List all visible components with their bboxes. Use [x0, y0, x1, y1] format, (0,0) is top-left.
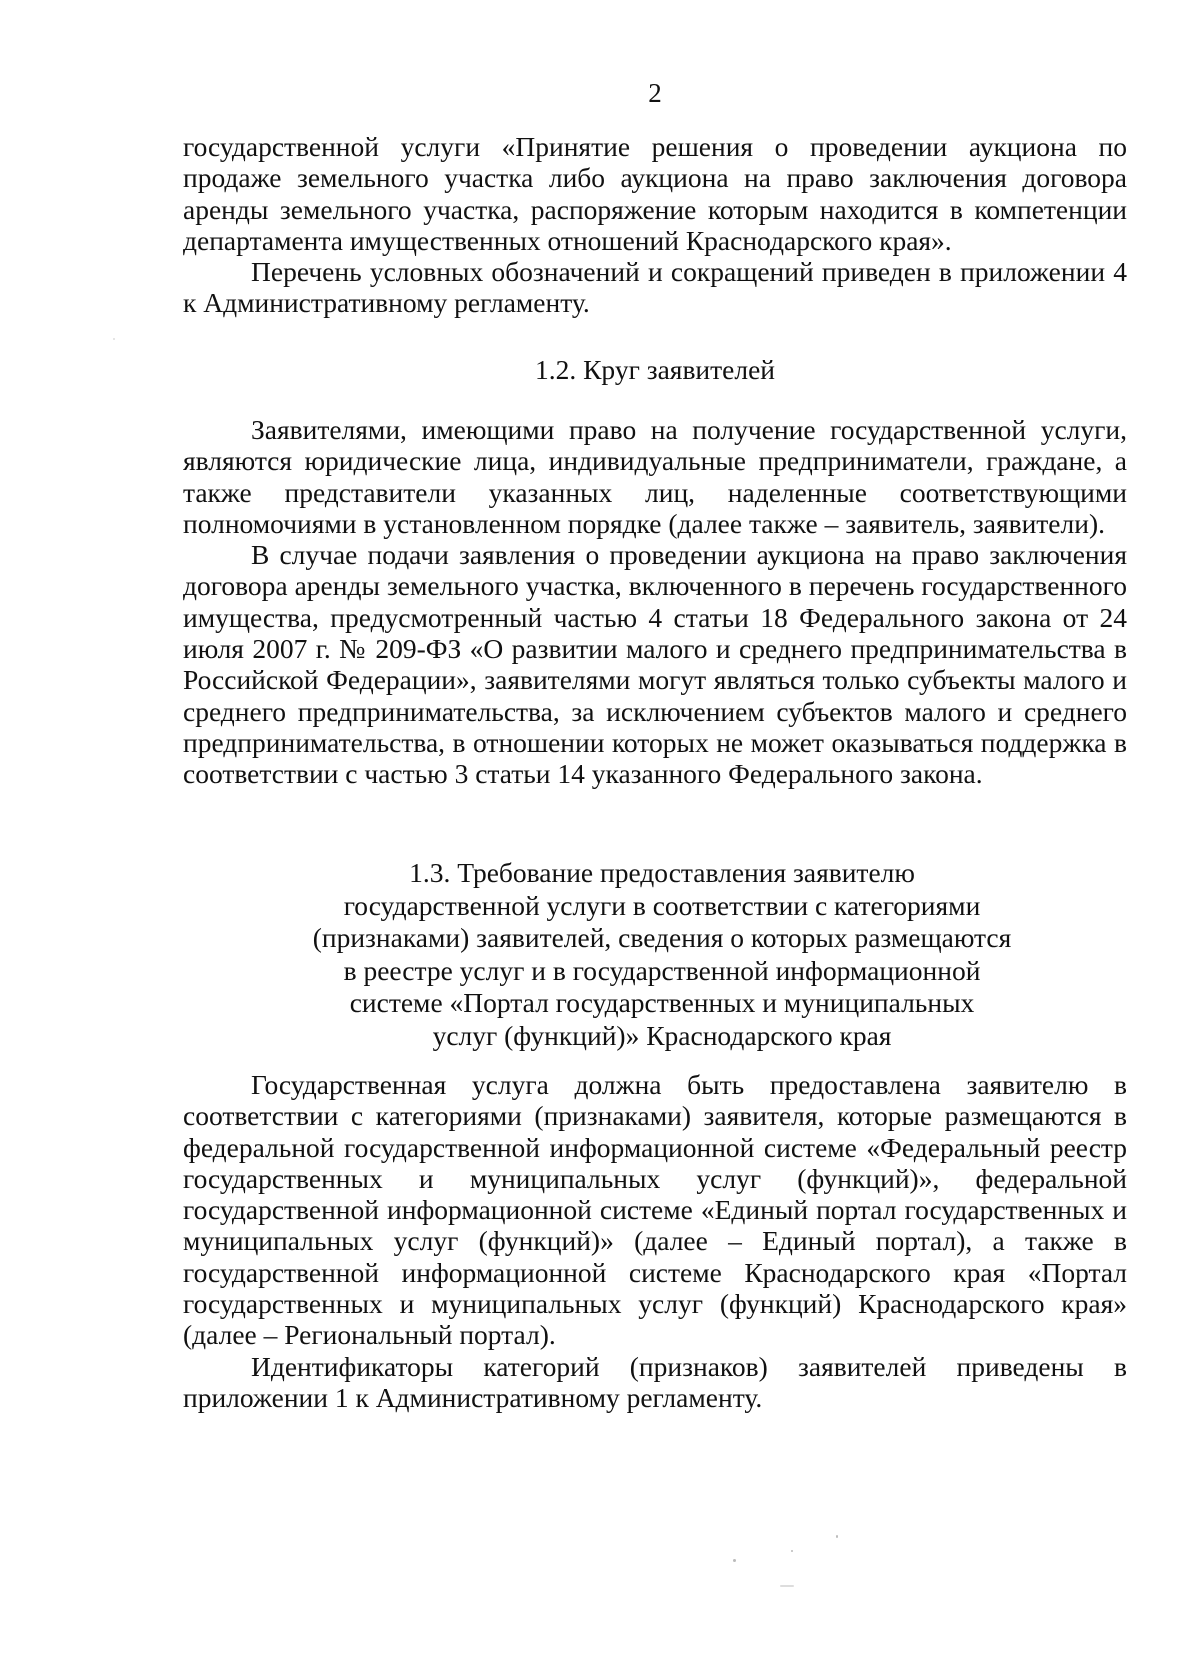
section-1-3-heading-line: услуг (функций)» Краснодарского края	[432, 1019, 892, 1051]
scan-artifact	[836, 1535, 838, 1538]
scan-artifact	[113, 338, 115, 340]
section-1-3-heading-block	[190, 857, 1134, 1052]
section-1-2-paragraph-1: Заявителями, имеющими право на получение государственной услуги, являются юридические лица, индивидуальные предприниматели, граждане, а также представители указанных лиц, наделенные соответствующими полномочиями в установленном порядке (далее также – заявитель, заявители).	[183, 414, 1127, 539]
section-1-3-heading-line: государственной услуги в соответствии с категориями	[343, 889, 981, 921]
scan-artifact	[780, 1585, 794, 1587]
section-1-3-body	[183, 1069, 1127, 1413]
scan-artifact	[791, 1550, 793, 1552]
section-1-2-body	[183, 414, 1127, 790]
section-1-3-paragraph-1: Государственная услуга должна быть предоставлена заявителю в соответствии с категориями (признаками) заявителя, которые размещаются в федеральной государственной информационной системе «Федеральный реестр государственных и муниципальных услуг (функций)», федеральной государственной информационной системе «Единый портал государственных и муниципальных услуг (функций)» (далее – Единый портал), а также в государственной информационной системе Краснодарского края «Портал государственных и муниципальных услуг (функций) Краснодарского края» (далее – Региональный портал).	[183, 1069, 1127, 1351]
section-1-2-paragraph-2: В случае подачи заявления о проведении аукциона на право заключения договора аренды земельного участка, включенного в перечень государственного имущества, предусмотренный частью 4 статьи 18 Федерального закона от 24 июля 2007 г. № 209-ФЗ «О развитии малого и среднего предпринимательства в Российской Федерации», заявителями могут являться только субъекты малого и среднего предпринимательства, за исключением субъектов малого и среднего предпринимательства, в отношении которых не может оказываться поддержка в соответствии с частью 3 статьи 14 указанного Федерального закона.	[183, 539, 1127, 790]
intro-block	[183, 131, 1127, 319]
section-1-3-heading-line: (признаками) заявителей, сведения о которых размещаются	[312, 922, 1012, 953]
section-1-3-heading-line: системе «Портал государственных и муниципальных	[349, 987, 975, 1018]
page-number: 2	[648, 78, 662, 108]
section-1-3-heading-line: 1.3. Требование предоставления заявителю	[409, 857, 915, 888]
section-1-2-heading: 1.2. Круг заявителей	[534, 354, 776, 385]
section-1-3-heading-line: в реестре услуг и в государственной информационной	[343, 954, 981, 986]
section-1-3-paragraph-2: Идентификаторы категорий (признаков) заявителей приведены в приложении 1 к Административному регламенту.	[183, 1350, 1127, 1413]
intro-paragraph-1: государственной услуги «Принятие решения о проведении аукциона по продаже земельного участка либо аукциона на право заключения договора аренды земельного участка, распоряжение которым находится в компетенции департамента имущественных отношений Краснодарского края».	[183, 131, 1127, 256]
intro-paragraph-2: Перечень условных обозначений и сокращений приведен в приложении 4 к Административному регламенту.	[183, 256, 1127, 319]
scan-artifact	[733, 1559, 736, 1562]
section-1-2-heading-block	[183, 354, 1127, 387]
